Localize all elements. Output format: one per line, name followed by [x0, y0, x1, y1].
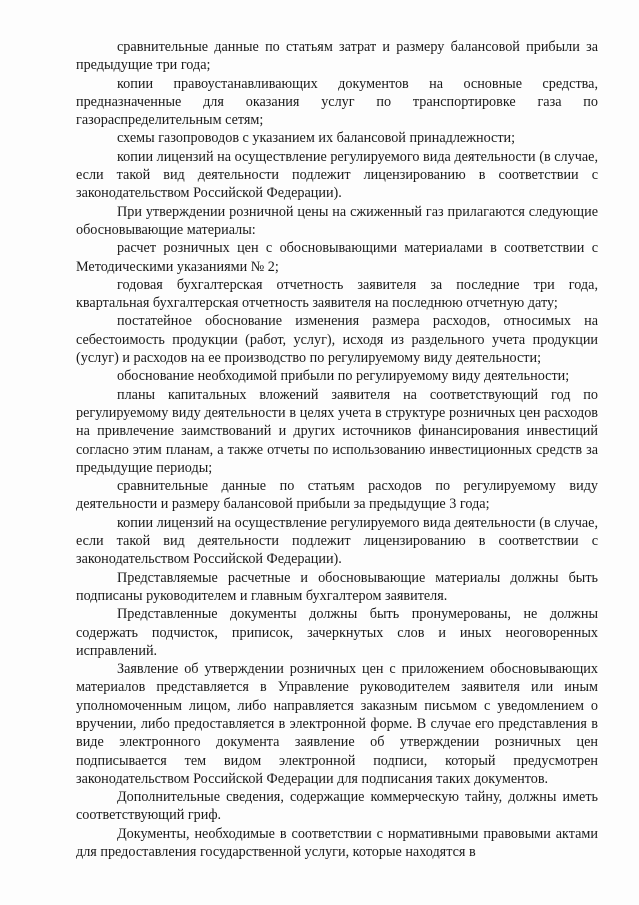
paragraph: постатейное обоснование изменения размера расходов, относимых на себестоимость продукции (работ, услуг), исходя из раздельного учета продукции (услуг) и расходов на ее производство по регулируемому виду деятельности;: [76, 313, 598, 367]
paragraph: сравнительные данные по статьям расходов по регулируемому виду деятельности и размеру балансовой прибыли за предыдущие 3 года;: [76, 478, 598, 513]
paragraph: копии лицензий на осуществление регулируемого вида деятельности (в случае, если такой вид деятельности подлежит лицензированию в соответствии с законодательством Российской Федерации).: [76, 514, 598, 568]
document-body: [76, 38, 598, 861]
paragraph: копии лицензий на осуществление регулируемого вида деятельности (в случае, если такой вид деятельности подлежит лицензированию в соответствии с законодательством Российской Федерации).: [76, 148, 598, 202]
paragraph: Дополнительные сведения, содержащие коммерческую тайну, должны иметь соответствующий гриф.: [76, 789, 598, 824]
paragraph: копии правоустанавливающих документов на основные средства, предназначенные для оказания услуг по транспортировке газа по газораспределительным сетям;: [76, 75, 598, 129]
paragraph: сравнительные данные по статьям затрат и размеру балансовой прибыли за предыдущие три года;: [76, 39, 598, 74]
paragraph: Представленные документы должны быть пронумерованы, не должны содержать подчисток, приписок, зачеркнутых слов и иных неоговоренных исправлений.: [76, 606, 598, 659]
paragraph: схемы газопроводов с указанием их балансовой принадлежности;: [117, 130, 516, 147]
paragraph: годовая бухгалтерская отчетность заявителя за последние три года, квартальная бухгалтерская отчетность заявителя на последнюю отчетную дату;: [76, 276, 598, 312]
paragraph: При утверждении розничной цены на сжиженный газ прилагаются следующие обосновывающие материалы:: [76, 203, 598, 238]
paragraph: Заявление об утверждении розничных цен с приложением обосновывающих материалов представляется в Управление руководителем заявителя или иным уполномоченным лицом, либо направляется заказным письмом с уведомлением о вручении, либо предоставляется в электронной форме. В случае его представления в виде электронного документа заявление об утверждении розничных цен подписывается тем видом электронной подписи, который предусмотрен законодательством Российской Федерации для подписания таких документов.: [76, 661, 598, 787]
paragraph: обоснование необходимой прибыли по регулируемому виду деятельности;: [117, 368, 570, 385]
paragraph: расчет розничных цен с обосновывающими материалами в соответствии с Методическими указаниями № 2;: [76, 240, 598, 275]
paragraph: Представляемые расчетные и обосновывающие материалы должны быть подписаны руководителем и главным бухгалтером заявителя.: [76, 569, 598, 604]
paragraph: Документы, необходимые в соответствии с нормативными правовыми актами для предоставления государственной услуги, которые находятся в: [76, 825, 598, 861]
paragraph: планы капитальных вложений заявителя на соответствующий год по регулируемому виду деятельности в целях учета в структуре розничных цен расходов на привлечение заимствований и других источников финансирования инвестиций согласно этим планам, а также отчеты по использованию инвестиционных средств за предыдущие периоды;: [76, 386, 598, 476]
